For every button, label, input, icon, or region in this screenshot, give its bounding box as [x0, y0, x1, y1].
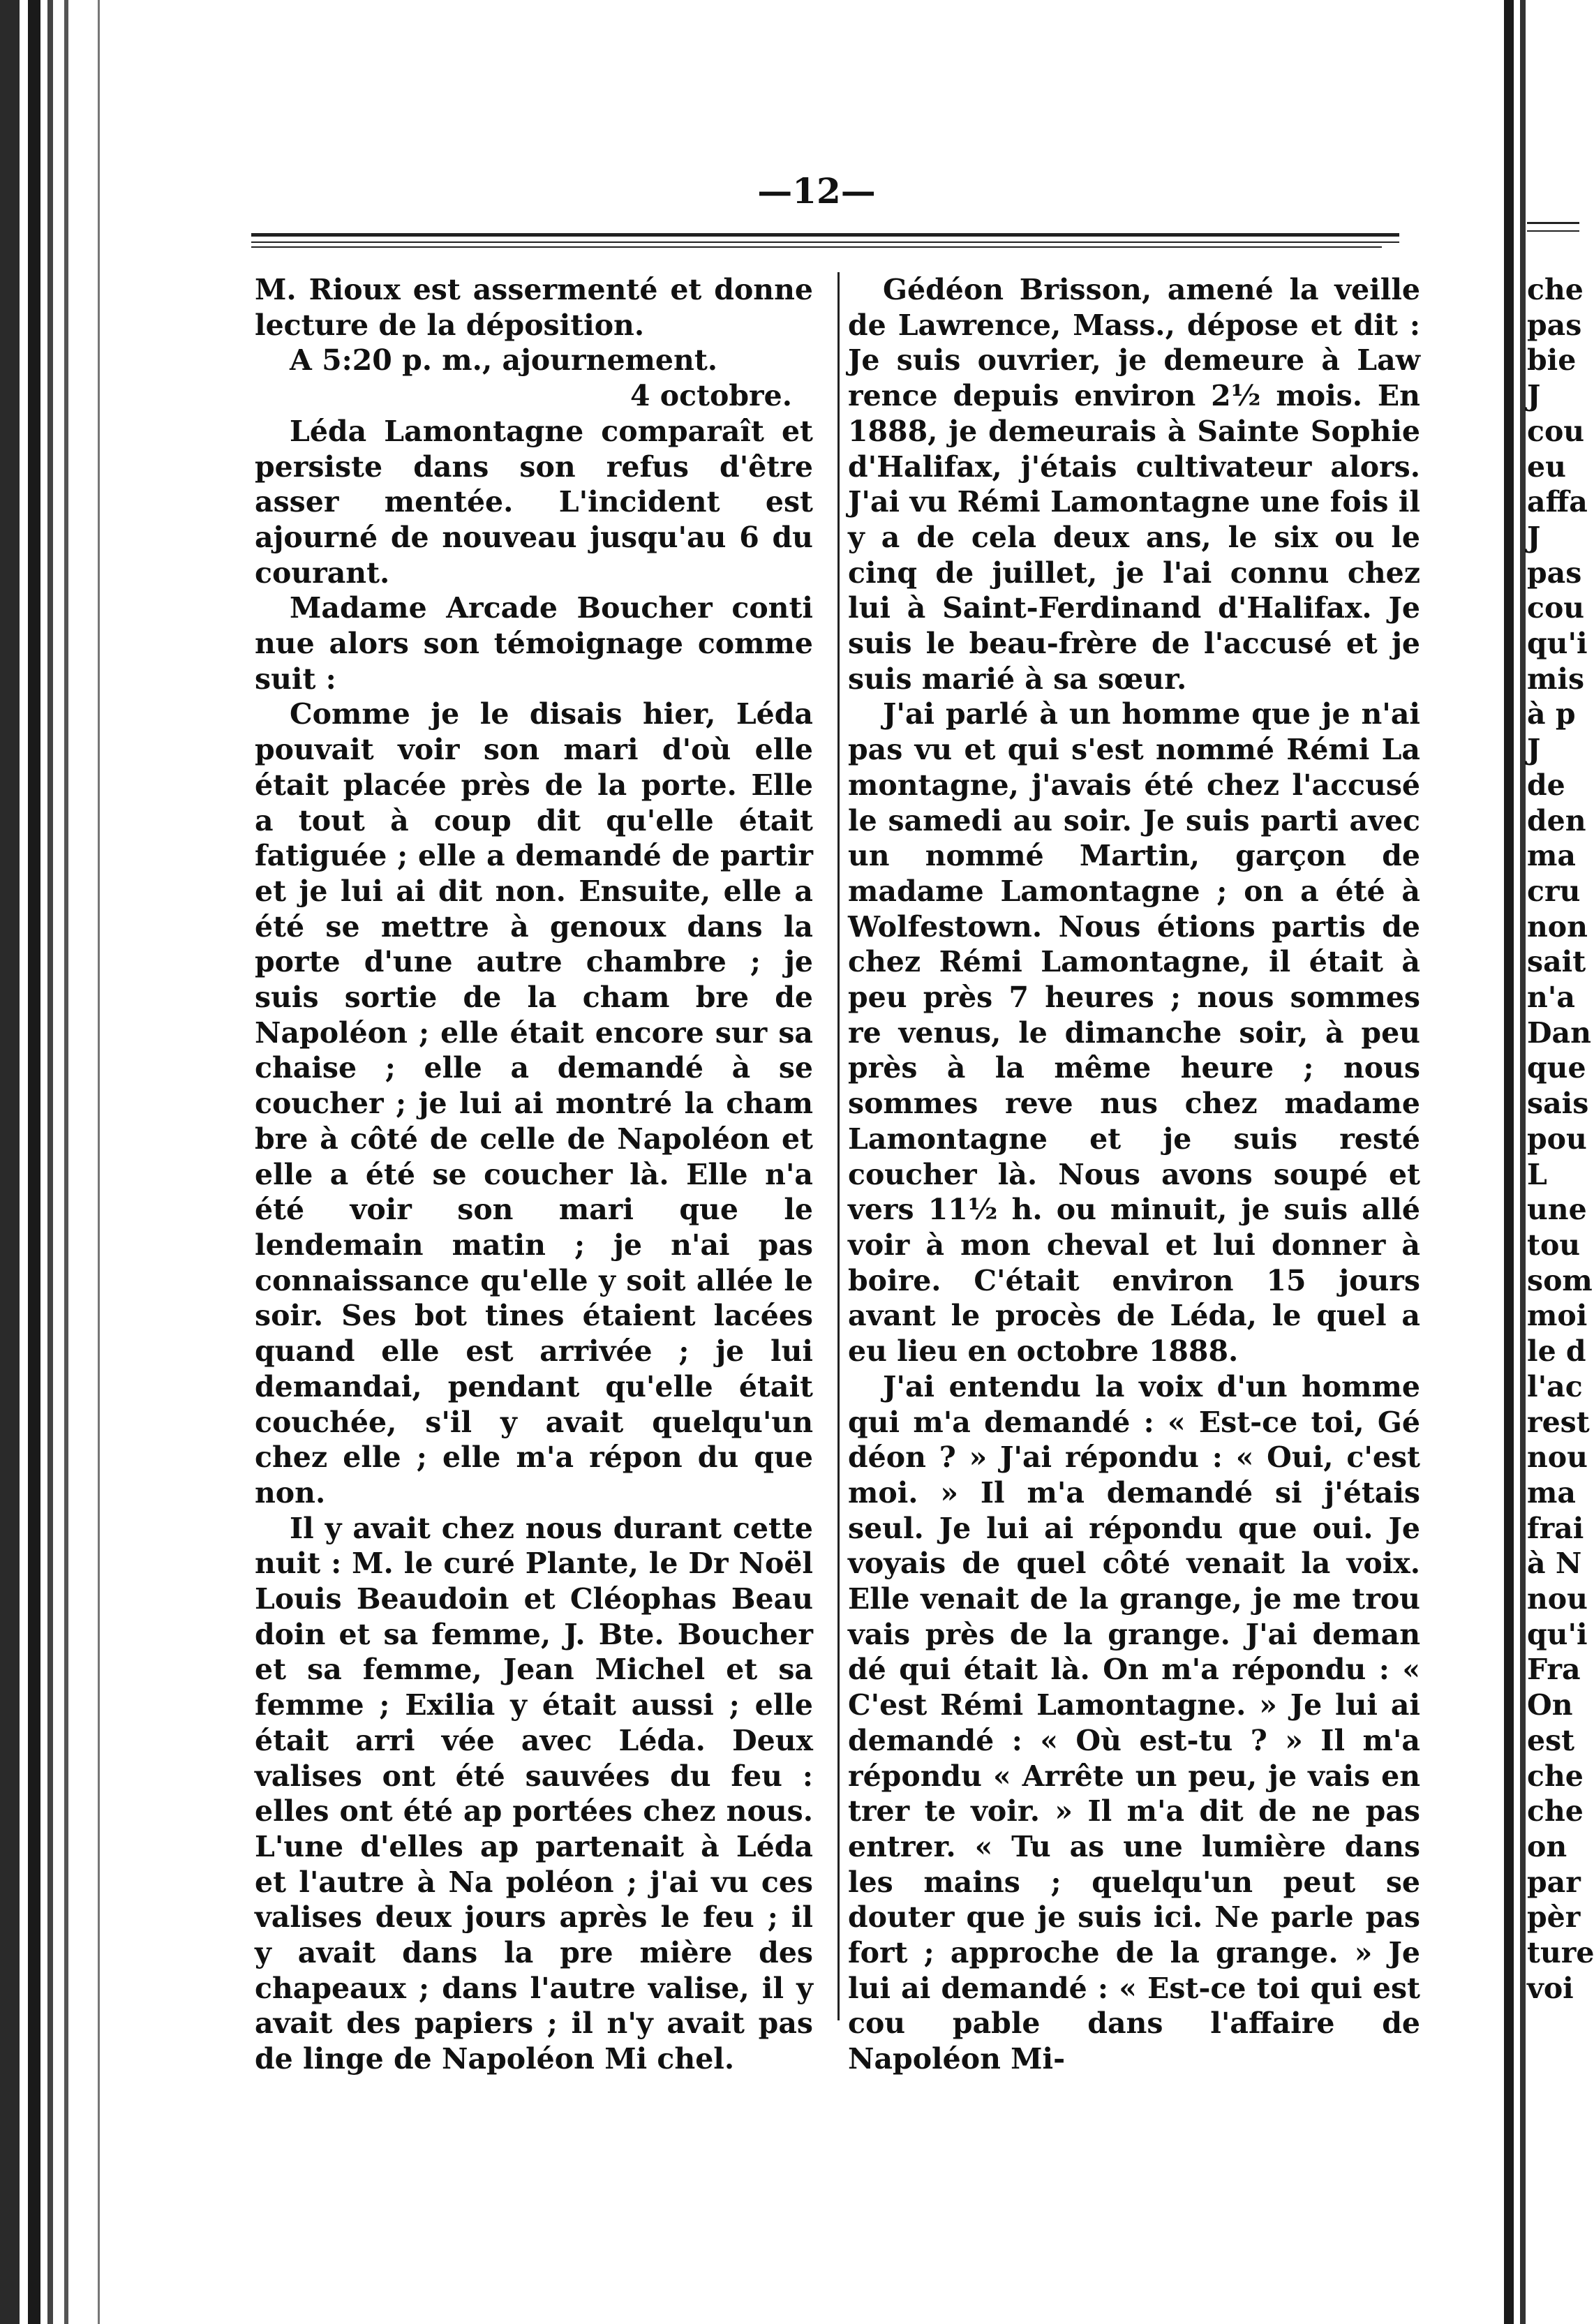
fragment-line: che [1527, 1759, 1584, 1793]
fragment-line: ma [1527, 839, 1576, 873]
fragment-line: den [1527, 803, 1586, 837]
fragment-line: par [1527, 1865, 1581, 1899]
paragraph: Léda Lamontagne comparaît et persiste dans son refus d'être asser mentée. L'incident est ajourné de nouveau jusqu'au 6 du courant. [255, 414, 813, 590]
fragment-line: est [1527, 1723, 1575, 1757]
fragment-line: J [1527, 733, 1541, 767]
page-gutter [1520, 0, 1526, 2324]
fragment-line: eu [1527, 449, 1566, 484]
fragment-line: cou [1527, 591, 1585, 625]
book-binding-edge [98, 0, 100, 2324]
paragraph: Comme je le disais hier, Léda pouvait voir son mari d'où elle était placée près de la porte. Elle a tout à coup dit qu'elle était fatiguée ; elle a demandé de partir et je lui ai dit non. Ensuite, elle a été se mettre à genoux dans la porte d'une autre chambre ; je suis sortie de la cham bre de Napoléon ; elle était encore sur sa chaise ; elle a demandé à se coucher ; je lui ai montré la cham bre à côté de celle de Napoléon et elle a été se coucher là. Elle n'a été voir son mari que le lendemain matin ; je n'ai pas connaissance qu'elle y soit allée le soir. Ses bot tines étaient lacées quand elle est arrivée ; je lui demandai, pendant qu'elle était couchée, s'il y avait quelqu'un chez elle ; elle m'a répon du que non. [255, 697, 813, 1510]
fragment-line: n'a [1527, 981, 1575, 1015]
book-binding-edge [28, 0, 40, 2324]
fragment-line: Fra [1527, 1653, 1581, 1687]
fragment-line: qu'i [1527, 627, 1588, 661]
fragment-line: une [1527, 1193, 1587, 1227]
fragment-line: ture [1527, 1936, 1594, 1970]
fragment-line: à N [1527, 1547, 1582, 1581]
fragment-line: non [1527, 909, 1588, 944]
column-divider [837, 272, 840, 2020]
page-number: —12— [757, 170, 876, 211]
fragment-line: som [1527, 1263, 1593, 1297]
book-binding-edge [64, 0, 68, 2324]
fragment-line: pas [1527, 308, 1582, 342]
fragment-line: pas [1527, 556, 1582, 590]
fragment-line: cru [1527, 874, 1581, 908]
paragraph: Il y avait chez nous durant cette nuit : M. le curé Plante, le Dr Noël Louis Beaudoin et Cléophas Beau doin et sa femme, J. Bte. Boucher et sa femme, Jean Michel et sa femme ; Exilia y était aussi ; elle était arri vée avec Léda. Deux valises ont été sauvées du feu : elles ont été ap portées chez nous. L'une d'elles ap partenait à Léda et l'autre à Na poléon ; j'ai vu ces valises deux jours après le feu ; il y avait dans la pre mière des chapeaux ; dans l'autre valise, il y avait des papiers ; il n'y avait pas de linge de Napoléon Mi chel. [255, 1511, 813, 2076]
book-binding-edge [47, 0, 53, 2324]
date-heading: 4 octobre. [630, 379, 792, 413]
header-rule-next-page [1527, 222, 1579, 224]
fragment-line: tou [1527, 1228, 1581, 1262]
header-rule-next-page [1527, 230, 1579, 232]
paragraph: Madame Arcade Boucher conti nue alors son témoignage comme suit : [255, 591, 813, 696]
fragment-line: L [1527, 1157, 1547, 1191]
fragment-line: frai [1527, 1511, 1584, 1545]
fragment-line: Dan [1527, 1015, 1591, 1050]
fragment-line: moi [1527, 1299, 1588, 1333]
header-rule [251, 233, 1399, 237]
left-column [255, 272, 813, 2077]
next-page-fragment [1527, 272, 1594, 2006]
fragment-line: J [1527, 379, 1541, 413]
fragment-line: le d [1527, 1334, 1586, 1369]
fragment-line: mis [1527, 662, 1585, 696]
fragment-line: l'ac [1527, 1369, 1583, 1403]
fragment-line: de [1527, 768, 1565, 802]
fragment-line: pèr [1527, 1900, 1581, 1935]
header-rule [251, 246, 1382, 248]
fragment-line: à p [1527, 697, 1576, 731]
fragment-line: qu'i [1527, 1617, 1588, 1651]
fragment-line: sais [1527, 1087, 1589, 1121]
fragment-line: che [1527, 273, 1584, 306]
page-gutter [1504, 0, 1514, 2324]
fragment-line: che [1527, 1794, 1584, 1828]
fragment-line: On [1527, 1688, 1573, 1722]
fragment-line: on [1527, 1829, 1567, 1863]
paragraph: J'ai parlé à un homme que je n'ai pas vu et qui s'est nommé Rémi La montagne, j'avais été chez l'accusé le samedi au soir. Je suis parti avec un nommé Martin, garçon de madame Lamontagne ; on a été à Wolfestown. Nous étions partis de chez Rémi Lamontagne, il était à peu près 7 heures ; nous sommes re venus, le dimanche soir, à peu près à la même heure ; nous sommes reve nus chez madame Lamontagne et je suis resté coucher là. Nous avons soupé et vers 11½ h. ou minuit, je suis allé voir à mon cheval et lui donner à boire. C'était environ 15 jours avant le procès de Léda, le quel a eu lieu en octobre 1888. [848, 697, 1420, 1369]
paragraph: J'ai entendu la voix d'un homme qui m'a demandé : « Est-ce toi, Gé déon ? » J'ai répondu : « Oui, c'est moi. » Il m'a demandé si j'étais seul. Je lui ai répondu que oui. Je voyais de quel côté venait la voix. Elle venait de la grange, je me trou vais près de la grange. J'ai deman dé qui était là. On m'a répondu : « C'est Rémi Lamontagne. » Je lui ai demandé : « Où est-tu ? » Il m'a répondu « Arrête un peu, je vais en trer te voir. » Il m'a dit de ne pas entrer. « Tu as une lumière dans les mains ; quelqu'un peut se douter que je suis ici. Ne parle pas fort ; approche de la grange. » Je lui ai demandé : « Est-ce toi qui est cou pable dans l'affaire de Napoléon Mi- [848, 1369, 1420, 2076]
fragment-line: nou [1527, 1440, 1588, 1475]
fragment-line: cou [1527, 414, 1585, 448]
fragment-line: bie [1527, 343, 1577, 378]
fragment-line: ma [1527, 1475, 1576, 1510]
paragraph: Gédéon Brisson, amené la veille de Lawrence, Mass., dépose et dit : Je suis ouvrier, je demeure à Law rence depuis environ 2½ mois. En 1888, je demeurais à Sainte Sophie d'Halifax, j'étais cultivateur alors. J'ai vu Rémi Lamontagne une fois il y a de cela deux ans, le six ou le cinq de juillet, je l'ai connu chez lui à Saint-Ferdinand d'Halifax. Je suis le beau-frère de l'accusé et je suis marié à sa sœur. [848, 273, 1420, 696]
fragment-line: pou [1527, 1122, 1587, 1156]
fragment-line: que [1527, 1051, 1586, 1085]
middle-column [848, 272, 1420, 2077]
header-rule [251, 241, 1399, 243]
fragment-line: nou [1527, 1582, 1588, 1616]
fragment-line: affa [1527, 485, 1588, 519]
paragraph: M. Rioux est assermenté et donne lecture de la déposition. [255, 273, 813, 342]
book-binding-edge [0, 0, 20, 2324]
paragraph: A 5:20 p. m., ajournement. [290, 343, 718, 378]
fragment-line: sait [1527, 945, 1586, 979]
fragment-line: J [1527, 520, 1541, 554]
fragment-line: rest [1527, 1405, 1590, 1439]
fragment-line: voi [1527, 1971, 1574, 2005]
